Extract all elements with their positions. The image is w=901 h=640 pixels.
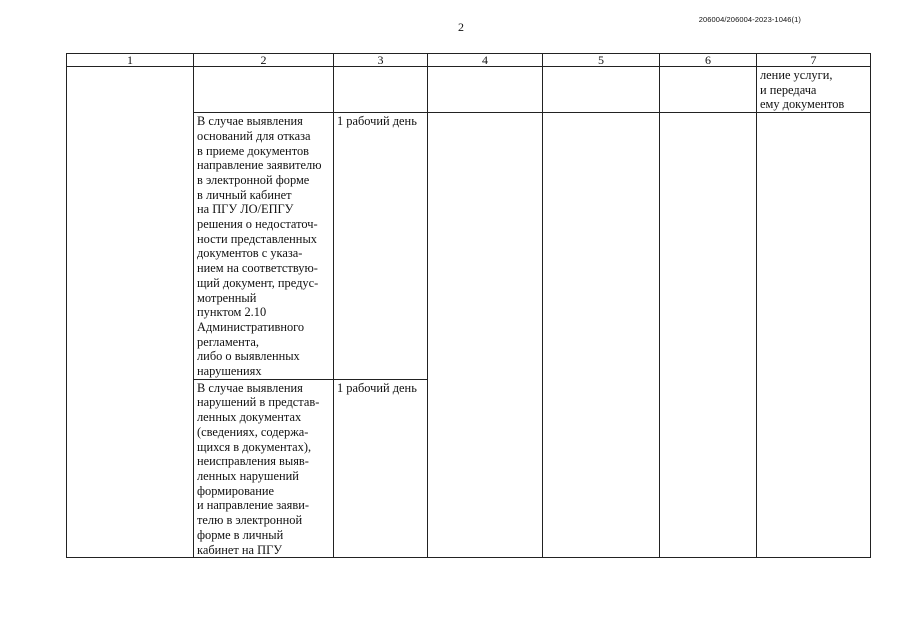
column-header-6: 6 [660,54,757,67]
action-text-violations: В случае выявления нарушений в представ- ленных документах (сведениях, содержа- щихся в документах), неисправления выяв- ленных нарушений формирование и направление заяви- телю в электронной форме в личный кабинет на ПГУ [197,380,320,557]
table-cell-col7 [757,113,871,558]
table-cell-col2 [194,67,334,113]
table-cell-col3 [334,113,428,380]
table-cell-col2 [194,113,334,380]
document-id: 206004/206004-2023-1046(1) [698,15,801,24]
procedure-table [66,53,871,558]
column-header-7: 7 [757,54,871,67]
column-header-2: 2 [194,54,334,67]
table-cell-col4 [428,67,543,113]
column-header-5: 5 [543,54,660,67]
table-cell-col5 [543,113,660,558]
column-header-3: 3 [334,54,428,67]
column-header-1: 1 [67,54,194,67]
action-text-refusal: В случае выявления оснований для отказа в приеме документов направление заявителю в электронной форме в личный кабинет на ПГУ ЛО/ЕПГУ решения о недостаточ- ности представленных документов с указа- нием на соответствую- щий документ, предус- мотренный пунктом 2.10 Административного регламента, либо о выявленных нарушениях [197,114,322,379]
page-number: 2 [458,20,464,34]
table-cell-col3 [334,379,428,557]
table-cell-col4 [428,113,543,558]
term-text: 1 рабочий день [337,114,417,129]
column-header-4: 4 [428,54,543,67]
table-cell-col2 [194,379,334,557]
table-cell-col6 [660,67,757,113]
table-cell-col3 [334,67,428,113]
term-text: 1 рабочий день [337,380,417,395]
table-cell-col6 [660,113,757,558]
table-cell-col5 [543,67,660,113]
table-row [67,67,871,113]
table-cell-col1 [67,67,194,558]
column-number-row [67,54,871,67]
result-text: ление услуги, и передача ему документов [760,68,845,112]
table-cell-col7 [757,67,871,113]
